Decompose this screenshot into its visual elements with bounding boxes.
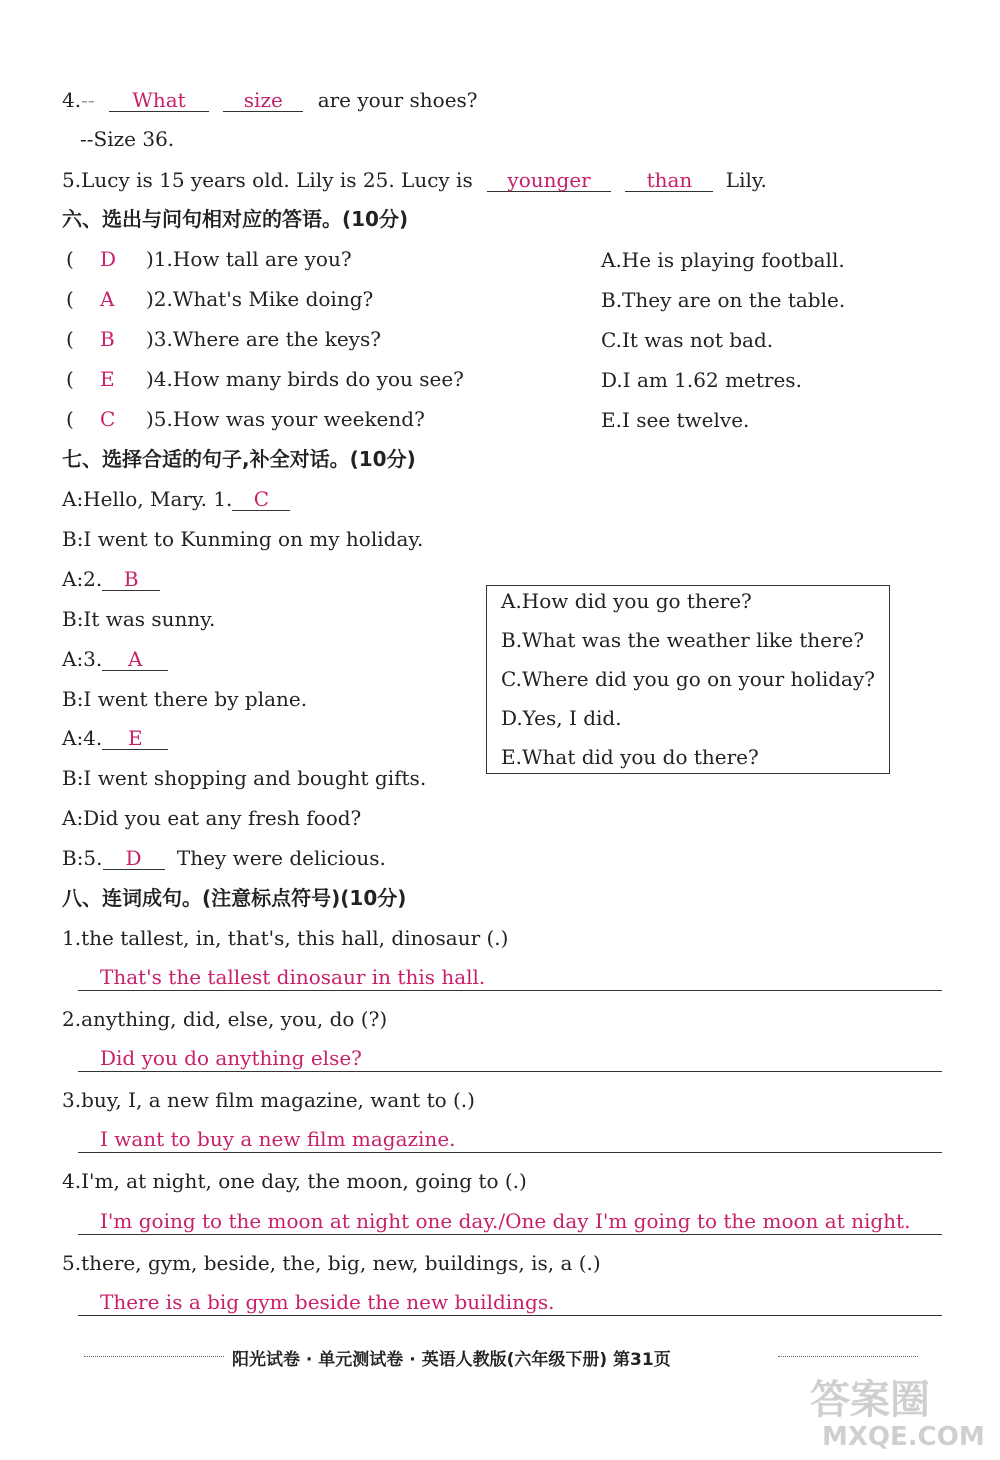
s7-line-5	[62, 647, 168, 671]
s6-q4-text: )4.How many birds do you see?	[146, 367, 464, 391]
s7-line-1-answer: C	[232, 488, 290, 511]
s7-line-7-answer: E	[102, 727, 168, 750]
s7-line-1	[62, 487, 290, 511]
q5-prefix: 5.Lucy is 15 years old. Lily is 25. Lucy is	[62, 168, 473, 192]
s7-line-5-answer: A	[102, 648, 168, 671]
s6-option-d: D.I am 1.62 metres.	[601, 368, 802, 392]
s6-q1-text: )1.How tall are you?	[146, 247, 352, 271]
s8-prompt-2: 2.anything, did, else, you, do (?)	[62, 1007, 388, 1031]
s7-line-3	[62, 567, 160, 591]
s6-q3-text: )3.Where are the keys?	[146, 327, 381, 351]
q4-number: 4.	[62, 88, 82, 112]
page-footer	[232, 1345, 772, 1370]
footer-dots-right	[778, 1356, 918, 1357]
s7-line-4: B:It was sunny.	[62, 607, 216, 631]
s7-line-3-answer: B	[102, 568, 160, 591]
s6-option-e: E.I see twelve.	[601, 408, 750, 432]
s6-q1-open-paren: (	[66, 247, 74, 271]
s7-line-7-text: A:4.	[62, 726, 103, 750]
s7-line-9: A:Did you eat any fresh food?	[62, 806, 362, 830]
footer-text: 阳光试卷 · 单元测试卷 · 英语人教版(六年级下册) 第31页	[232, 1350, 671, 1370]
s7-line-2: B:I went to Kunming on my holiday.	[62, 527, 424, 551]
s7-line-10-answer: D	[103, 847, 165, 870]
s7-box-option-e: E.What did you do there?	[501, 745, 759, 769]
watermark-bottom: MXQE.COM	[822, 1422, 985, 1452]
s7-box-option-a: A.How did you go there?	[501, 589, 752, 613]
s8-answer-line-1	[78, 964, 942, 991]
s8-answer-line-4	[78, 1208, 942, 1235]
s6-q5-open-paren: (	[66, 407, 74, 431]
section6-heading: 六、选出与问句相对应的答语。(10分)	[62, 207, 409, 231]
s8-answer-5: There is a big gym beside the new buildings.	[100, 1290, 555, 1314]
s8-answer-1: That's the tallest dinosaur in this hall.	[100, 965, 486, 989]
s8-answer-3: I want to buy a new film magazine.	[100, 1127, 456, 1151]
s6-q2-open-paren: (	[66, 287, 74, 311]
s7-options-box	[486, 585, 890, 774]
q4-line	[62, 88, 478, 112]
s7-line-7	[62, 726, 168, 750]
s8-prompt-1: 1.the tallest, in, that's, this hall, dinosaur (.)	[62, 926, 509, 950]
s6-q2-text: )2.What's Mike doing?	[146, 287, 374, 311]
s8-prompt-5: 5.there, gym, beside, the, big, new, buildings, is, a (.)	[62, 1251, 601, 1275]
s8-answer-4: I'm going to the moon at night one day./One day I'm going to the moon at night.	[100, 1209, 911, 1233]
s6-q1-answer: D	[100, 247, 117, 271]
s7-line-10-text: B:5.	[62, 846, 103, 870]
watermark-top: 答案圈	[810, 1377, 930, 1423]
s7-line-6: B:I went there by plane.	[62, 687, 308, 711]
q5-line	[62, 168, 767, 192]
s6-q3-open-paren: (	[66, 327, 74, 351]
q5-answer-2: than	[625, 169, 713, 192]
s8-prompt-4: 4.I'm, at night, one day, the moon, going to (.)	[62, 1169, 527, 1193]
q4-answer-1: What	[109, 89, 209, 112]
s8-answer-2: Did you do anything else?	[100, 1046, 362, 1070]
s7-line-5-text: A:3.	[62, 647, 103, 671]
s6-q4-answer: E	[100, 367, 115, 391]
s7-box-option-b: B.What was the weather like there?	[501, 628, 865, 652]
footer-dots-left	[84, 1356, 224, 1357]
s7-box-option-c: C.Where did you go on your holiday?	[501, 667, 875, 691]
s8-answer-line-3	[78, 1126, 942, 1153]
section8-heading: 八、连词成句。(注意标点符号)(10分)	[62, 886, 407, 910]
q5-answer-1: younger	[487, 169, 611, 192]
s7-line-3-text: A:2.	[62, 567, 103, 591]
s6-q5-text: )5.How was your weekend?	[146, 407, 425, 431]
s6-q4-open-paren: (	[66, 367, 74, 391]
s7-line-8: B:I went shopping and bought gifts.	[62, 766, 427, 790]
s7-line-10-post: They were delicious.	[176, 846, 386, 870]
s8-answer-line-5	[78, 1289, 942, 1316]
s6-q3-answer: B	[100, 327, 115, 351]
q4-rest: are your shoes?	[317, 88, 478, 112]
q4-reply: --Size 36.	[80, 127, 175, 151]
s6-q5-answer: C	[100, 407, 116, 431]
s6-option-a: A.He is playing football.	[601, 248, 845, 272]
q4-answer-2: size	[223, 89, 303, 112]
s7-line-10	[62, 846, 386, 870]
s6-option-c: C.It was not bad.	[601, 328, 774, 352]
s6-option-b: B.They are on the table.	[601, 288, 846, 312]
q4-dash: --	[81, 88, 95, 112]
s8-answer-line-2	[78, 1045, 942, 1072]
s6-q2-answer: A	[100, 287, 115, 311]
q5-suffix: Lily.	[725, 168, 767, 192]
section7-heading: 七、选择合适的句子,补全对话。(10分)	[62, 447, 416, 471]
s7-line-1-text: A:Hello, Mary. 1.	[62, 487, 233, 511]
s8-prompt-3: 3.buy, I, a new film magazine, want to (.)	[62, 1088, 475, 1112]
s7-box-option-d: D.Yes, I did.	[501, 706, 622, 730]
